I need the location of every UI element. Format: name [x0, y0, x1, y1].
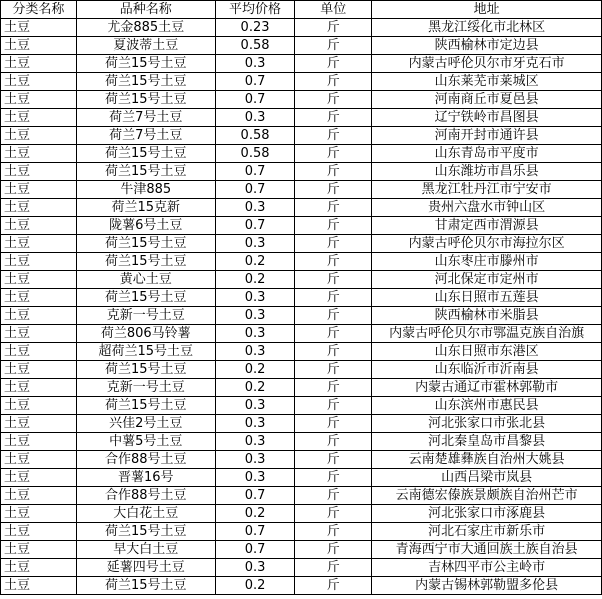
table-row: [1, 307, 602, 325]
table-row: [1, 415, 602, 433]
cell-category[interactable]: 土豆: [1, 271, 77, 289]
cell-address[interactable]: 黑龙江绥化市北林区: [372, 19, 602, 37]
cell-address[interactable]: 内蒙古通辽市霍林郭勒市: [372, 379, 602, 397]
cell-avg-price[interactable]: 0.58: [215, 145, 295, 163]
cell-avg-price[interactable]: 0.7: [215, 217, 295, 235]
cell-avg-price[interactable]: 0.7: [215, 487, 295, 505]
cell-variety[interactable]: 荷兰15号土豆: [76, 523, 215, 541]
cell-avg-price[interactable]: 0.3: [215, 55, 295, 73]
cell-unit[interactable]: 斤: [295, 73, 372, 91]
cell-unit[interactable]: 斤: [295, 145, 372, 163]
cell-avg-price[interactable]: 0.3: [215, 451, 295, 469]
cell-address[interactable]: 辽宁铁岭市昌图县: [372, 109, 602, 127]
cell-variety[interactable]: 尤金885土豆: [76, 19, 215, 37]
cell-avg-price[interactable]: 0.7: [215, 181, 295, 199]
cell-variety[interactable]: 黄心土豆: [76, 271, 215, 289]
cell-unit[interactable]: 斤: [295, 253, 372, 271]
cell-avg-price[interactable]: 0.3: [215, 307, 295, 325]
cell-unit[interactable]: 斤: [295, 487, 372, 505]
table-row: [1, 343, 602, 361]
cell-variety[interactable]: 荷兰15号土豆: [76, 253, 215, 271]
cell-avg-price[interactable]: 0.58: [215, 127, 295, 145]
table-row: [1, 163, 602, 181]
cell-unit[interactable]: 斤: [295, 55, 372, 73]
table-row: [1, 91, 602, 109]
cell-address[interactable]: 内蒙古呼伦贝尔市海拉尔区: [372, 235, 602, 253]
cell-address[interactable]: 山东滨州市惠民县: [372, 397, 602, 415]
cell-unit[interactable]: 斤: [295, 469, 372, 487]
cell-unit[interactable]: 斤: [295, 199, 372, 217]
cell-unit[interactable]: 斤: [295, 451, 372, 469]
cell-category[interactable]: 土豆: [1, 19, 77, 37]
cell-variety[interactable]: 荷兰15号土豆: [76, 55, 215, 73]
table-row: [1, 73, 602, 91]
cell-address[interactable]: 云南德宏傣族景颇族自治州芒市: [372, 487, 602, 505]
cell-avg-price[interactable]: 0.7: [215, 91, 295, 109]
cell-avg-price[interactable]: 0.7: [215, 541, 295, 559]
cell-avg-price[interactable]: 0.7: [215, 523, 295, 541]
cell-address[interactable]: 内蒙古锡林郭勒盟多伦县: [372, 577, 602, 595]
cell-category[interactable]: 土豆: [1, 397, 77, 415]
cell-unit[interactable]: 斤: [295, 559, 372, 577]
cell-address[interactable]: 黑龙江牡丹江市宁安市: [372, 181, 602, 199]
cell-category[interactable]: 土豆: [1, 433, 77, 451]
cell-address[interactable]: 河北张家口市张北县: [372, 415, 602, 433]
table-row: [1, 469, 602, 487]
table-row: [1, 289, 602, 307]
cell-unit[interactable]: 斤: [295, 397, 372, 415]
cell-category[interactable]: 土豆: [1, 163, 77, 181]
cell-category[interactable]: 土豆: [1, 289, 77, 307]
header-category[interactable]: 分类名称: [1, 1, 77, 19]
cell-variety[interactable]: 中薯5号土豆: [76, 433, 215, 451]
cell-category[interactable]: 土豆: [1, 217, 77, 235]
cell-unit[interactable]: 斤: [295, 577, 372, 595]
cell-address[interactable]: 青海西宁市大通回族土族自治县: [372, 541, 602, 559]
cell-category[interactable]: 土豆: [1, 505, 77, 523]
cell-address[interactable]: 云南楚雄彝族自治州大姚县: [372, 451, 602, 469]
cell-variety[interactable]: 荷兰15号土豆: [76, 73, 215, 91]
cell-address[interactable]: 陕西榆林市米脂县: [372, 307, 602, 325]
cell-category[interactable]: 土豆: [1, 415, 77, 433]
cell-category[interactable]: 土豆: [1, 487, 77, 505]
cell-address[interactable]: 山西吕梁市岚县: [372, 469, 602, 487]
cell-variety[interactable]: 荷兰7号土豆: [76, 109, 215, 127]
cell-unit[interactable]: 斤: [295, 379, 372, 397]
cell-address[interactable]: 河北张家口市涿鹿县: [372, 505, 602, 523]
cell-avg-price[interactable]: 0.7: [215, 163, 295, 181]
cell-variety[interactable]: 荷兰15号土豆: [76, 163, 215, 181]
cell-category[interactable]: 土豆: [1, 541, 77, 559]
table-row: [1, 433, 602, 451]
cell-avg-price[interactable]: 0.3: [215, 397, 295, 415]
cell-category[interactable]: 土豆: [1, 523, 77, 541]
cell-unit[interactable]: 斤: [295, 541, 372, 559]
cell-address[interactable]: 内蒙古呼伦贝尔市牙克石市: [372, 55, 602, 73]
cell-variety[interactable]: 荷兰15号土豆: [76, 397, 215, 415]
cell-address[interactable]: 内蒙古呼伦贝尔市鄂温克族自治旗: [372, 325, 602, 343]
cell-variety[interactable]: 克新一号土豆: [76, 307, 215, 325]
cell-category[interactable]: 土豆: [1, 469, 77, 487]
table-row: [1, 325, 602, 343]
cell-category[interactable]: 土豆: [1, 343, 77, 361]
table-row: [1, 271, 602, 289]
header-row: [1, 1, 602, 19]
cell-unit[interactable]: 斤: [295, 415, 372, 433]
cell-avg-price[interactable]: 0.58: [215, 37, 295, 55]
cell-avg-price[interactable]: 0.3: [215, 199, 295, 217]
cell-unit[interactable]: 斤: [295, 19, 372, 37]
header-avg-price[interactable]: 平均价格: [215, 1, 295, 19]
table-row: [1, 379, 602, 397]
cell-category[interactable]: 土豆: [1, 325, 77, 343]
cell-avg-price[interactable]: 0.3: [215, 559, 295, 577]
cell-address[interactable]: 河北石家庄市新乐市: [372, 523, 602, 541]
cell-avg-price[interactable]: 0.2: [215, 361, 295, 379]
cell-variety[interactable]: 荷兰15号土豆: [76, 145, 215, 163]
cell-avg-price[interactable]: 0.3: [215, 469, 295, 487]
cell-address[interactable]: 山东潍坊市昌乐县: [372, 163, 602, 181]
table-row: [1, 505, 602, 523]
cell-avg-price[interactable]: 0.3: [215, 343, 295, 361]
table-row: [1, 19, 602, 37]
table-row: [1, 145, 602, 163]
cell-unit[interactable]: 斤: [295, 37, 372, 55]
header-unit[interactable]: 单位: [295, 1, 372, 19]
cell-address[interactable]: 河北保定市定州市: [372, 271, 602, 289]
cell-avg-price[interactable]: 0.7: [215, 73, 295, 91]
cell-address[interactable]: 山东日照市五莲县: [372, 289, 602, 307]
cell-category[interactable]: 土豆: [1, 361, 77, 379]
cell-category[interactable]: 土豆: [1, 127, 77, 145]
table-row: [1, 577, 602, 595]
table-row: [1, 55, 602, 73]
header-variety[interactable]: 品种名称: [76, 1, 215, 19]
cell-variety[interactable]: 合作88号土豆: [76, 487, 215, 505]
table-row: [1, 37, 602, 55]
cell-address[interactable]: 河南开封市通许县: [372, 127, 602, 145]
cell-category[interactable]: 土豆: [1, 91, 77, 109]
cell-avg-price[interactable]: 0.3: [215, 289, 295, 307]
cell-variety[interactable]: 荷兰15号土豆: [76, 235, 215, 253]
cell-category[interactable]: 土豆: [1, 109, 77, 127]
cell-category[interactable]: 土豆: [1, 559, 77, 577]
cell-variety[interactable]: 荷兰15克新: [76, 199, 215, 217]
cell-category[interactable]: 土豆: [1, 235, 77, 253]
cell-unit[interactable]: 斤: [295, 361, 372, 379]
cell-category[interactable]: 土豆: [1, 253, 77, 271]
cell-address[interactable]: 山东莱芜市莱城区: [372, 73, 602, 91]
cell-address[interactable]: 山东青岛市平度市: [372, 145, 602, 163]
cell-address[interactable]: 贵州六盘水市钟山区: [372, 199, 602, 217]
cell-category[interactable]: 土豆: [1, 55, 77, 73]
table-row: [1, 181, 602, 199]
cell-avg-price[interactable]: 0.2: [215, 253, 295, 271]
cell-unit[interactable]: 斤: [295, 325, 372, 343]
table-row: [1, 127, 602, 145]
table-row: [1, 217, 602, 235]
cell-avg-price[interactable]: 0.3: [215, 433, 295, 451]
cell-address[interactable]: 吉林四平市公主岭市: [372, 559, 602, 577]
table-row: [1, 361, 602, 379]
cell-address[interactable]: 山东日照市东港区: [372, 343, 602, 361]
cell-avg-price[interactable]: 0.23: [215, 19, 295, 37]
table-row: [1, 235, 602, 253]
cell-avg-price[interactable]: 0.2: [215, 505, 295, 523]
table-body: [1, 19, 602, 595]
cell-unit[interactable]: 斤: [295, 181, 372, 199]
cell-avg-price[interactable]: 0.2: [215, 271, 295, 289]
cell-variety[interactable]: 晋薯16号: [76, 469, 215, 487]
cell-variety[interactable]: 早大白土豆: [76, 541, 215, 559]
cell-address[interactable]: 甘肃定西市渭源县: [372, 217, 602, 235]
cell-variety[interactable]: 大白花土豆: [76, 505, 215, 523]
cell-category[interactable]: 土豆: [1, 379, 77, 397]
table-row: [1, 487, 602, 505]
table-row: [1, 253, 602, 271]
table-row: [1, 559, 602, 577]
table-row: [1, 523, 602, 541]
cell-unit[interactable]: 斤: [295, 523, 372, 541]
cell-category[interactable]: 土豆: [1, 37, 77, 55]
cell-variety[interactable]: 荷兰15号土豆: [76, 289, 215, 307]
cell-address[interactable]: 陕西榆林市定边县: [372, 37, 602, 55]
cell-unit[interactable]: 斤: [295, 109, 372, 127]
cell-avg-price[interactable]: 0.3: [215, 415, 295, 433]
cell-category[interactable]: 土豆: [1, 181, 77, 199]
cell-category[interactable]: 土豆: [1, 307, 77, 325]
cell-address[interactable]: 河北秦皇岛市昌黎县: [372, 433, 602, 451]
cell-category[interactable]: 土豆: [1, 577, 77, 595]
table-row: [1, 397, 602, 415]
cell-category[interactable]: 土豆: [1, 145, 77, 163]
cell-category[interactable]: 土豆: [1, 451, 77, 469]
cell-variety[interactable]: 荷兰15号土豆: [76, 91, 215, 109]
cell-address[interactable]: 山东枣庄市滕州市: [372, 253, 602, 271]
cell-avg-price[interactable]: 0.3: [215, 325, 295, 343]
header-address[interactable]: 地址: [372, 1, 602, 19]
cell-variety[interactable]: 超荷兰15号土豆: [76, 343, 215, 361]
cell-variety[interactable]: 夏波蒂土豆: [76, 37, 215, 55]
cell-variety[interactable]: 牛津885: [76, 181, 215, 199]
cell-unit[interactable]: 斤: [295, 271, 372, 289]
cell-category[interactable]: 土豆: [1, 199, 77, 217]
cell-avg-price[interactable]: 0.2: [215, 577, 295, 595]
table-row: [1, 541, 602, 559]
cell-address[interactable]: 山东临沂市沂南县: [372, 361, 602, 379]
cell-variety[interactable]: 陇薯6号土豆: [76, 217, 215, 235]
cell-unit[interactable]: 斤: [295, 217, 372, 235]
cell-unit[interactable]: 斤: [295, 433, 372, 451]
cell-unit[interactable]: 斤: [295, 91, 372, 109]
cell-variety[interactable]: 合作88号土豆: [76, 451, 215, 469]
cell-unit[interactable]: 斤: [295, 235, 372, 253]
cell-variety[interactable]: 延薯四号土豆: [76, 559, 215, 577]
table-row: [1, 199, 602, 217]
cell-unit[interactable]: 斤: [295, 127, 372, 145]
table-row: [1, 451, 602, 469]
cell-avg-price[interactable]: 0.3: [215, 109, 295, 127]
cell-avg-price[interactable]: 0.3: [215, 235, 295, 253]
cell-category[interactable]: 土豆: [1, 73, 77, 91]
cell-unit[interactable]: 斤: [295, 505, 372, 523]
cell-unit[interactable]: 斤: [295, 289, 372, 307]
cell-avg-price[interactable]: 0.2: [215, 379, 295, 397]
cell-variety[interactable]: 荷兰806马铃薯: [76, 325, 215, 343]
cell-variety[interactable]: 兴佳2号土豆: [76, 415, 215, 433]
cell-variety[interactable]: 克新一号土豆: [76, 379, 215, 397]
cell-variety[interactable]: 荷兰7号土豆: [76, 127, 215, 145]
cell-address[interactable]: 河南商丘市夏邑县: [372, 91, 602, 109]
table-row: [1, 109, 602, 127]
cell-unit[interactable]: 斤: [295, 307, 372, 325]
cell-unit[interactable]: 斤: [295, 343, 372, 361]
cell-variety[interactable]: 荷兰15号土豆: [76, 361, 215, 379]
cell-unit[interactable]: 斤: [295, 163, 372, 181]
cell-variety[interactable]: 荷兰15号土豆: [76, 577, 215, 595]
